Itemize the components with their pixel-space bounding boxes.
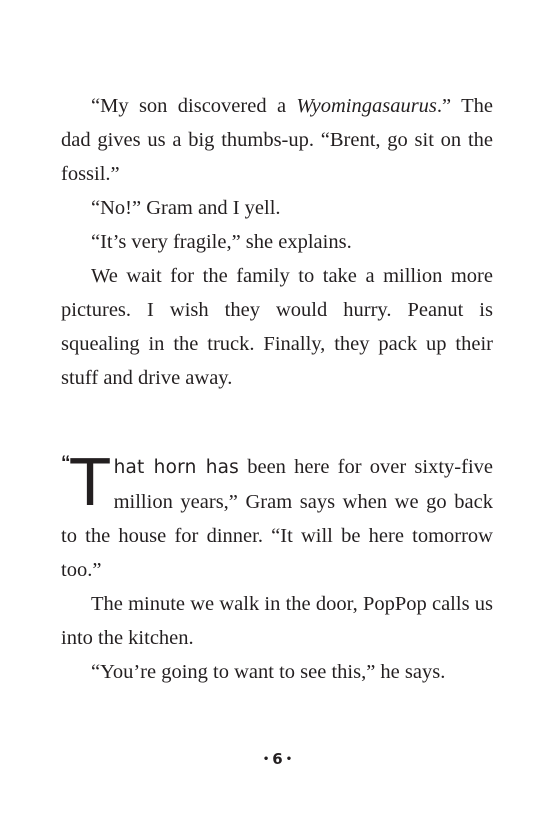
paragraph-2: “No!” Gram and I yell. — [91, 197, 281, 219]
paragraph-3: “It’s very fragile,” she explains. — [91, 231, 352, 253]
lead-in-text: hat horn has — [113, 457, 240, 478]
page-number — [0, 750, 555, 768]
paragraph-1-italic: Wyomingasaurus — [296, 95, 437, 117]
page-number-bullet-left: • — [262, 754, 270, 765]
paragraph-5 — [61, 447, 493, 587]
paragraph-5-text: been here for over sixty-five million years,” Gram says when we go back to the house for dinner. “It will be here tomorrow too.” — [61, 456, 493, 581]
dropcap-letter: T — [70, 447, 110, 521]
text-section-1 — [61, 89, 493, 395]
paragraph-7: “You’re going to want to see this,” he says. — [91, 661, 446, 683]
text-section-2 — [61, 447, 493, 689]
page-number-value: 6 — [272, 750, 283, 768]
paragraph-1-text-b: .” The dad gives us a big thumbs-up. “Brent, go sit on the fossil.” — [61, 95, 493, 185]
page-number-bullet-right: • — [285, 754, 293, 765]
dropcap-open-quote: “ — [61, 453, 71, 474]
paragraph-6: The minute we walk in the door, PopPop calls us into the kitchen. — [61, 593, 493, 649]
paragraph-4: We wait for the family to take a million more pictures. I wish they would hurry. Peanut is squealing in the truck. Finally, they pack up their stuff and drive away. — [61, 265, 493, 389]
paragraph-1-text-a: “My son discovered a — [91, 95, 297, 117]
paragraph-1 — [61, 89, 493, 191]
